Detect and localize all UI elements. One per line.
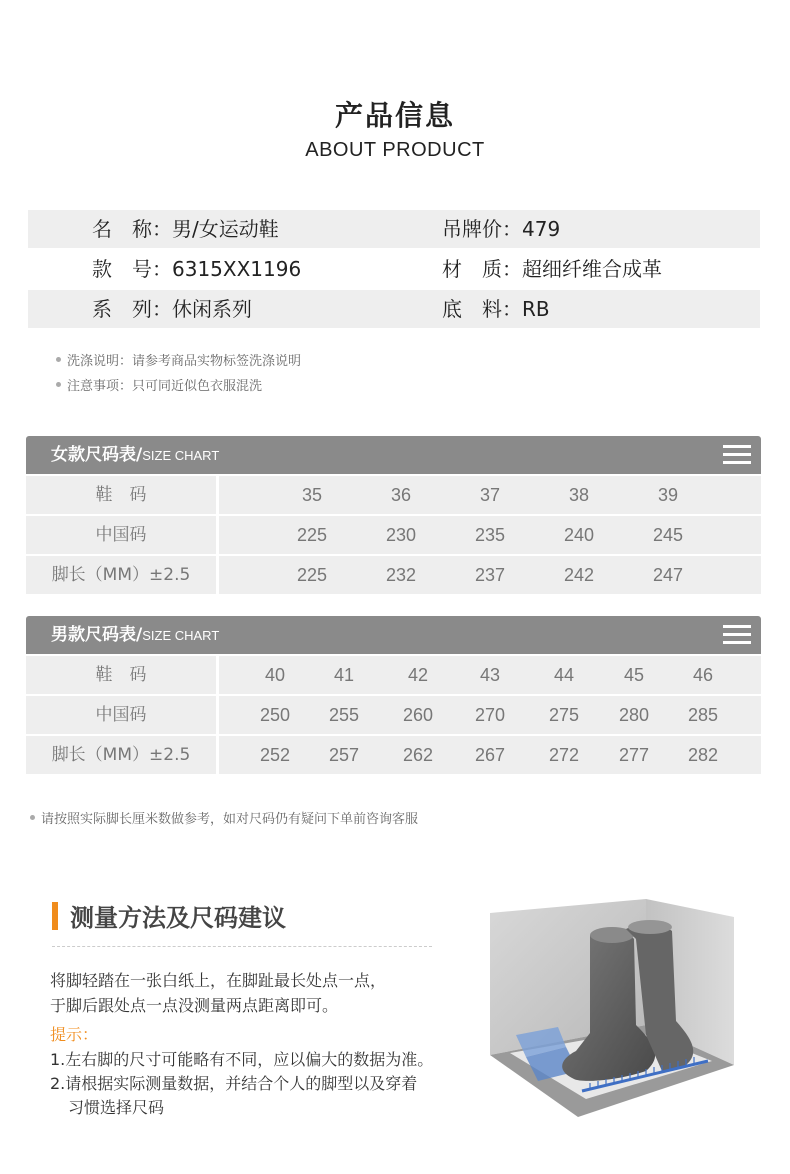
size-value: 262 — [402, 745, 434, 765]
size-value: 35 — [301, 485, 323, 505]
size-value: 285 — [687, 705, 719, 725]
size-value: 260 — [402, 705, 434, 725]
size-value: 45 — [623, 665, 645, 685]
size-value: 245 — [652, 525, 684, 545]
foot-measure-illustration — [486, 895, 736, 1120]
wash-note-text: 洗涤说明：请参考商品实物标签洗涤说明 — [67, 354, 302, 369]
size-value: 242 — [563, 565, 595, 585]
tip-label: 提示： — [50, 1025, 99, 1044]
size-value: 252 — [259, 745, 291, 765]
size-value: 277 — [618, 745, 650, 765]
size-value: 280 — [618, 705, 650, 725]
divider — [52, 946, 432, 947]
tip-text: 1.左右脚的尺寸可能略有不同，应以偏大的数据为准。 — [50, 1050, 434, 1069]
product-series: 系 列：休闲系列 — [92, 297, 252, 321]
accent-bar — [52, 902, 58, 930]
size-value: 255 — [328, 705, 360, 725]
size-value: 46 — [692, 665, 714, 685]
size-value: 272 — [548, 745, 580, 765]
women-chart-header — [26, 436, 761, 474]
size-value: 39 — [657, 485, 679, 505]
product-info-row — [28, 250, 760, 288]
size-row-label: 脚长（MM）±2.5 — [26, 736, 216, 774]
size-row-values — [219, 556, 761, 594]
menu-icon[interactable] — [723, 445, 751, 465]
size-value: 41 — [333, 665, 355, 685]
product-price: 吊牌价：479 — [442, 217, 561, 241]
size-row-label: 中国码 — [26, 696, 216, 734]
measure-title: 测量方法及尺码建议 — [70, 904, 286, 932]
size-value: 43 — [479, 665, 501, 685]
size-row-values — [219, 696, 761, 734]
size-note — [30, 808, 418, 827]
size-value: 230 — [385, 525, 417, 545]
bullet-icon — [56, 382, 61, 387]
size-value: 37 — [479, 485, 501, 505]
size-value: 42 — [407, 665, 429, 685]
bullet-icon — [30, 815, 35, 820]
size-note-text: 请按照实际脚长厘米数做参考，如对尺码仍有疑问下单前咨询客服 — [41, 812, 419, 827]
size-row-values — [219, 736, 761, 774]
size-value: 282 — [687, 745, 719, 765]
size-row-label: 鞋 码 — [26, 476, 216, 514]
size-row-label: 脚长（MM）±2.5 — [26, 556, 216, 594]
tip-text: 习惯选择尺码 — [68, 1098, 165, 1117]
size-value: 225 — [296, 565, 328, 585]
men-chart-title-en: SIZE CHART — [142, 628, 220, 643]
size-row-label: 鞋 码 — [26, 656, 216, 694]
men-chart-title-cn: 男款尺码表/ — [51, 625, 143, 645]
size-value: 38 — [568, 485, 590, 505]
size-value: 250 — [259, 705, 291, 725]
measure-text: 于脚后跟处点一点没测量两点距离即可。 — [50, 996, 339, 1015]
product-sole: 底 料：RB — [442, 297, 550, 321]
size-value: 257 — [328, 745, 360, 765]
size-row-values — [219, 476, 761, 514]
page-title: 产品信息 — [334, 99, 455, 132]
size-row — [26, 476, 761, 514]
product-material: 材 质：超细纤维合成革 — [442, 257, 662, 281]
bullet-icon — [56, 357, 61, 362]
product-sku: 款 号：6315XX1196 — [92, 257, 302, 281]
size-value: 232 — [385, 565, 417, 585]
page-subtitle: ABOUT PRODUCT — [305, 139, 485, 161]
size-row — [26, 556, 761, 594]
product-info-row — [28, 210, 760, 248]
size-row-values — [219, 516, 761, 554]
size-value: 44 — [553, 665, 575, 685]
size-value: 40 — [264, 665, 286, 685]
size-value: 235 — [474, 525, 506, 545]
women-chart-title-en: SIZE CHART — [142, 448, 220, 463]
size-value: 267 — [474, 745, 506, 765]
size-row — [26, 516, 761, 554]
size-value: 275 — [548, 705, 580, 725]
product-info-row — [28, 290, 760, 328]
product-name: 名 称：男/女运动鞋 — [92, 217, 279, 241]
size-row — [26, 696, 761, 734]
tip-text: 2.请根据实际测量数据，并结合个人的脚型以及穿着 — [50, 1074, 418, 1093]
men-chart-header — [26, 616, 761, 654]
size-value: 247 — [652, 565, 684, 585]
menu-icon[interactable] — [723, 625, 751, 645]
size-value: 237 — [474, 565, 506, 585]
caution-note-text: 注意事项：只可同近似色衣服混洗 — [67, 379, 263, 394]
size-row-label: 中国码 — [26, 516, 216, 554]
women-chart-title-cn: 女款尺码表/ — [51, 445, 143, 465]
caution-note — [56, 375, 262, 394]
measure-text: 将脚轻踏在一张白纸上，在脚趾最长处点一点， — [50, 971, 387, 990]
size-row — [26, 656, 761, 694]
size-value: 270 — [474, 705, 506, 725]
size-row — [26, 736, 761, 774]
size-value: 225 — [296, 525, 328, 545]
size-value: 36 — [390, 485, 412, 505]
wash-note — [56, 350, 301, 369]
women-chart-title — [51, 436, 219, 475]
men-chart-title — [51, 616, 219, 655]
size-value: 240 — [563, 525, 595, 545]
size-row-values — [219, 656, 761, 694]
